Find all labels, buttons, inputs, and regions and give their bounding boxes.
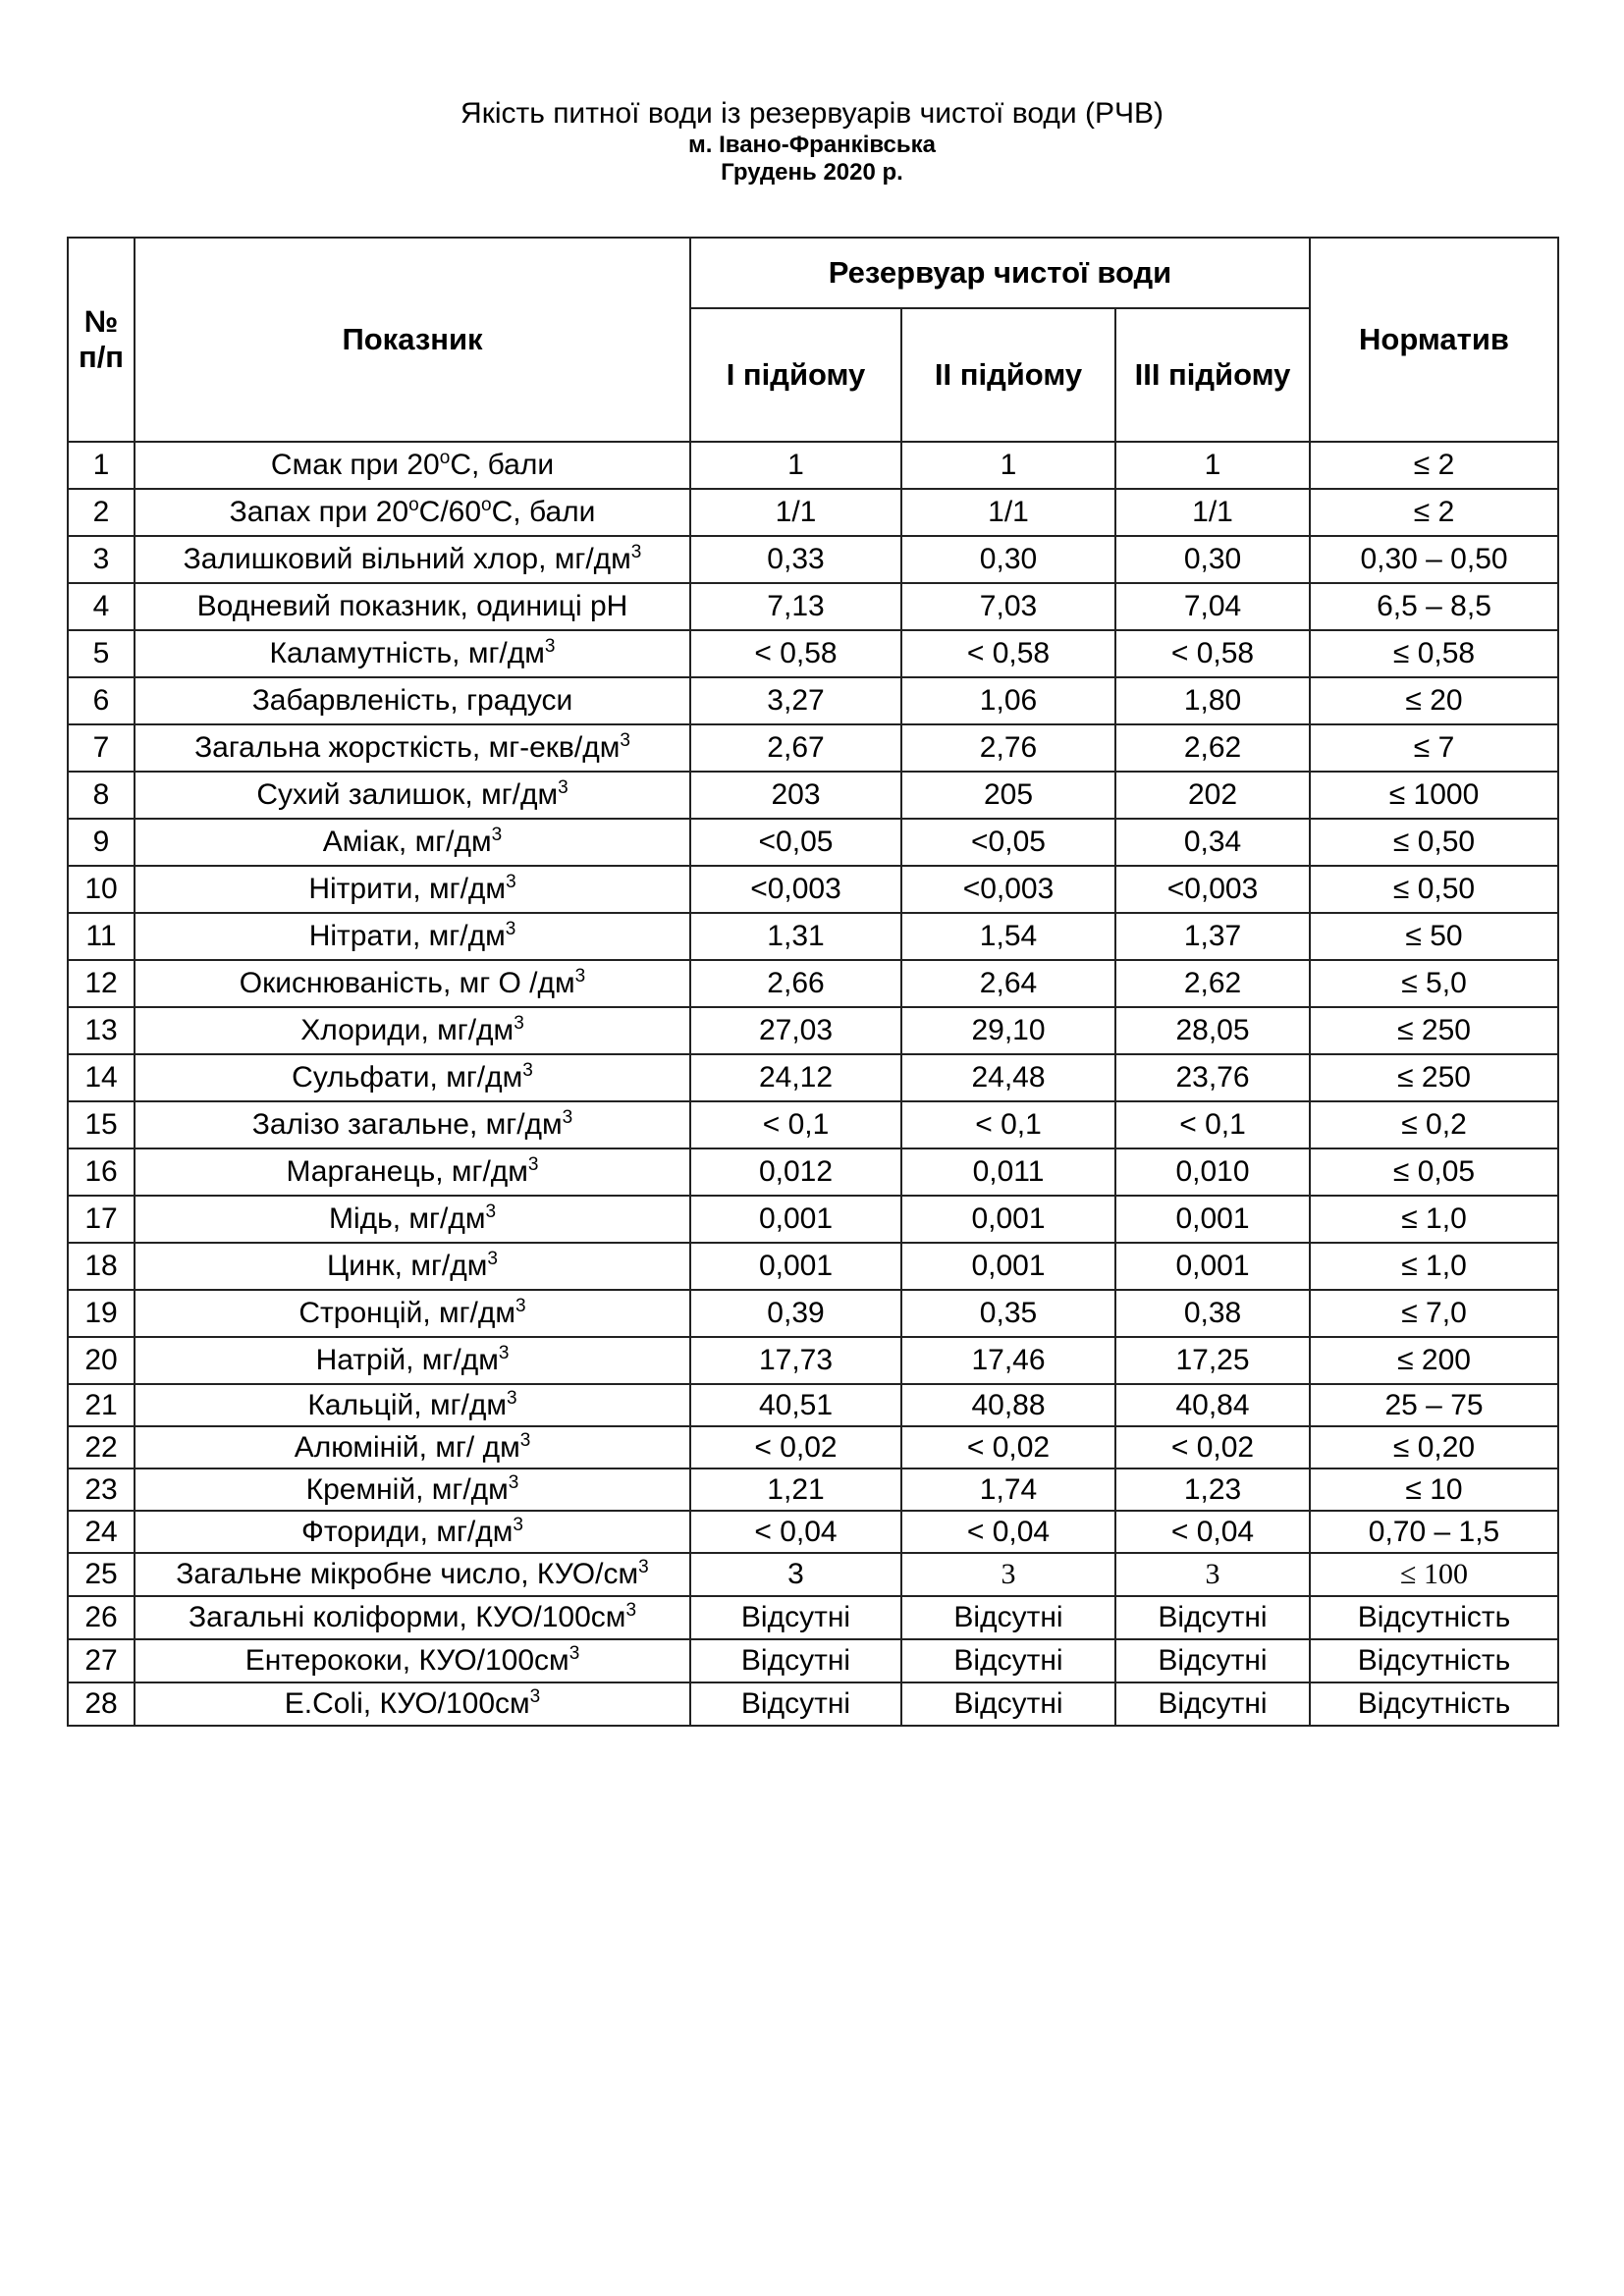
value-lift-1: 1,31 — [690, 913, 901, 960]
value-lift-3: Відсутні — [1115, 1682, 1310, 1726]
value-lift-2: <0,003 — [901, 866, 1115, 913]
table-row — [68, 1196, 1558, 1243]
norm-value: ≤ 1,0 — [1310, 1196, 1558, 1243]
table-row — [68, 724, 1558, 772]
value-lift-3: 1/1 — [1115, 489, 1310, 536]
row-number: 16 — [68, 1148, 135, 1196]
value-lift-1: 27,03 — [690, 1007, 901, 1054]
norm-value: ≤ 0,50 — [1310, 819, 1558, 866]
value-lift-3: 7,04 — [1115, 583, 1310, 630]
norm-value: ≤ 0,20 — [1310, 1426, 1558, 1468]
indicator-name: Сульфати, $мг/дм^3$ — [135, 1054, 690, 1101]
table-row — [68, 960, 1558, 1007]
indicator-name: Водневий показник, одиниці pH — [135, 583, 690, 630]
value-lift-2: 1,54 — [901, 913, 1115, 960]
value-lift-3: 0,30 — [1115, 536, 1310, 583]
indicator-name: Кальцій, $мг/дм^3$ — [135, 1384, 690, 1426]
indicator-name: Кремній, $мг/дм^3$ — [135, 1468, 690, 1511]
value-lift-3: Відсутні — [1115, 1596, 1310, 1639]
table-row — [68, 1148, 1558, 1196]
value-lift-1: 24,12 — [690, 1054, 901, 1101]
norm-value: ≤ 50 — [1310, 913, 1558, 960]
value-lift-3: 2,62 — [1115, 724, 1310, 772]
norm-value: ≤ 20 — [1310, 677, 1558, 724]
value-lift-1: Відсутні — [690, 1639, 901, 1682]
table-row — [68, 442, 1558, 489]
row-number: 7 — [68, 724, 135, 772]
value-lift-2: 24,48 — [901, 1054, 1115, 1101]
value-lift-1: <0,05 — [690, 819, 901, 866]
indicator-name: Фториди, $мг/дм^3$ — [135, 1511, 690, 1553]
indicator-name: Загальні коліформи, КУО/$100см^3$ — [135, 1596, 690, 1639]
value-lift-1: 7,13 — [690, 583, 901, 630]
table-row — [68, 1682, 1558, 1726]
value-lift-2: Відсутні — [901, 1639, 1115, 1682]
value-lift-3: 1,80 — [1115, 677, 1310, 724]
value-lift-2: 1/1 — [901, 489, 1115, 536]
value-lift-3: 23,76 — [1115, 1054, 1310, 1101]
indicator-name: Забарвленість, градуси — [135, 677, 690, 724]
indicator-name: Натрій, $мг/дм^3$ — [135, 1337, 690, 1384]
value-lift-1: 2,67 — [690, 724, 901, 772]
row-number: 9 — [68, 819, 135, 866]
value-lift-3: 28,05 — [1115, 1007, 1310, 1054]
value-lift-3: 0,38 — [1115, 1290, 1310, 1337]
indicator-name: Залізо загальне, $мг/дм^3$ — [135, 1101, 690, 1148]
table-row — [68, 1639, 1558, 1682]
value-lift-1: 1,21 — [690, 1468, 901, 1511]
table-row — [68, 489, 1558, 536]
row-number: 8 — [68, 772, 135, 819]
value-lift-2: 1 — [901, 442, 1115, 489]
row-number: 4 — [68, 583, 135, 630]
row-number: 28 — [68, 1682, 135, 1726]
indicator-name: Загальна жорсткість, $мг-екв/дм^3$ — [135, 724, 690, 772]
value-lift-1: 0,001 — [690, 1243, 901, 1290]
row-number: 24 — [68, 1511, 135, 1553]
value-lift-3: 0,010 — [1115, 1148, 1310, 1196]
value-lift-1: 0,33 — [690, 536, 901, 583]
indicator-name: Ентерококи, КУО/$100см^3$ — [135, 1639, 690, 1682]
indicator-name: Мідь, $мг/дм^3$ — [135, 1196, 690, 1243]
norm-value: ≤ 250 — [1310, 1054, 1558, 1101]
row-number: 14 — [68, 1054, 135, 1101]
value-lift-1: 1/1 — [690, 489, 901, 536]
norm-value: 6,5 – 8,5 — [1310, 583, 1558, 630]
norm-value: Відсутність — [1310, 1639, 1558, 1682]
norm-value: ≤ 1,0 — [1310, 1243, 1558, 1290]
value-lift-2: <0,05 — [901, 819, 1115, 866]
norm-value: 0,70 – 1,5 — [1310, 1511, 1558, 1553]
indicator-name: Сухий залишок, $мг/дм^3$ — [135, 772, 690, 819]
header-lift-2: ІІ підйому — [901, 308, 1115, 442]
norm-value: ≤ 5,0 — [1310, 960, 1558, 1007]
norm-value: Відсутність — [1310, 1596, 1558, 1639]
value-lift-3: 3 — [1115, 1553, 1310, 1596]
value-lift-1: Відсутні — [690, 1682, 901, 1726]
document-period: Грудень 2020 р. — [721, 159, 903, 186]
value-lift-2: 205 — [901, 772, 1115, 819]
table-row — [68, 1243, 1558, 1290]
value-lift-3: <0,003 — [1115, 866, 1310, 913]
value-lift-2: < 0,04 — [901, 1511, 1115, 1553]
table-row — [68, 536, 1558, 583]
value-lift-1: 203 — [690, 772, 901, 819]
value-lift-3: 40,84 — [1115, 1384, 1310, 1426]
header-reservoir-group: Резервуар чистої води — [690, 238, 1310, 308]
indicator-name: E.Coli, КУО/$100см^3$ — [135, 1682, 690, 1726]
indicator-name: Хлориди, $мг/дм^3$ — [135, 1007, 690, 1054]
table-row — [68, 1101, 1558, 1148]
table-row — [68, 772, 1558, 819]
row-number: 12 — [68, 960, 135, 1007]
value-lift-3: 2,62 — [1115, 960, 1310, 1007]
norm-value: ≤ 1000 — [1310, 772, 1558, 819]
value-lift-3: Відсутні — [1115, 1639, 1310, 1682]
value-lift-2: 0,011 — [901, 1148, 1115, 1196]
value-lift-3: < 0,1 — [1115, 1101, 1310, 1148]
norm-value: ≤ 0,2 — [1310, 1101, 1558, 1148]
norm-value: ≤ 0,50 — [1310, 866, 1558, 913]
indicator-name: Марганець, $мг/дм^3$ — [135, 1148, 690, 1196]
value-lift-2: 17,46 — [901, 1337, 1115, 1384]
value-lift-1: 1 — [690, 442, 901, 489]
table-row — [68, 677, 1558, 724]
row-number: 1 — [68, 442, 135, 489]
row-number: 21 — [68, 1384, 135, 1426]
indicator-name: Запах при $20^оС/60^оС$, бали — [135, 489, 690, 536]
water-quality-table — [67, 237, 1559, 1727]
value-lift-2: 29,10 — [901, 1007, 1115, 1054]
table-row — [68, 1553, 1558, 1596]
indicator-name: Залишковий вільний хлор, $мг/дм^3$ — [135, 536, 690, 583]
table-row — [68, 819, 1558, 866]
norm-value: 0,30 – 0,50 — [1310, 536, 1558, 583]
table-row — [68, 1290, 1558, 1337]
norm-value: ≤ 250 — [1310, 1007, 1558, 1054]
row-number: 15 — [68, 1101, 135, 1148]
value-lift-3: < 0,04 — [1115, 1511, 1310, 1553]
value-lift-3: < 0,02 — [1115, 1426, 1310, 1468]
table-row — [68, 1337, 1558, 1384]
header-lift-3: ІІІ підйому — [1115, 308, 1310, 442]
indicator-name: Аміак, $мг/дм^3$ — [135, 819, 690, 866]
indicator-name: Смак при $20^оС$, бали — [135, 442, 690, 489]
norm-value: ≤ 2 — [1310, 489, 1558, 536]
table-row — [68, 583, 1558, 630]
value-lift-2: < 0,58 — [901, 630, 1115, 677]
row-number: 17 — [68, 1196, 135, 1243]
value-lift-2: 0,30 — [901, 536, 1115, 583]
value-lift-3: 0,001 — [1115, 1196, 1310, 1243]
row-number: 5 — [68, 630, 135, 677]
table-row — [68, 1007, 1558, 1054]
row-number: 26 — [68, 1596, 135, 1639]
value-lift-2: 0,35 — [901, 1290, 1115, 1337]
norm-value: ≤ 100 — [1310, 1553, 1558, 1596]
value-lift-2: 40,88 — [901, 1384, 1115, 1426]
indicator-name: Каламутність, $мг/дм^3$ — [135, 630, 690, 677]
indicator-name: Нітрити, $мг/дм^3$ — [135, 866, 690, 913]
value-lift-2: Відсутні — [901, 1596, 1115, 1639]
table-header — [68, 238, 1558, 442]
table-body — [68, 442, 1558, 1726]
norm-value: ≤ 0,05 — [1310, 1148, 1558, 1196]
value-lift-1: < 0,1 — [690, 1101, 901, 1148]
value-lift-2: 2,64 — [901, 960, 1115, 1007]
row-number: 11 — [68, 913, 135, 960]
value-lift-3: 1 — [1115, 442, 1310, 489]
value-lift-1: <0,003 — [690, 866, 901, 913]
row-number: 2 — [68, 489, 135, 536]
indicator-name: Цинк, $мг/дм^3$ — [135, 1243, 690, 1290]
header-norm: Норматив — [1310, 238, 1558, 442]
value-lift-1: < 0,04 — [690, 1511, 901, 1553]
norm-value: Відсутність — [1310, 1682, 1558, 1726]
row-number: 6 — [68, 677, 135, 724]
norm-value: ≤ 2 — [1310, 442, 1558, 489]
value-lift-1: Відсутні — [690, 1596, 901, 1639]
value-lift-3: 17,25 — [1115, 1337, 1310, 1384]
value-lift-1: 0,39 — [690, 1290, 901, 1337]
value-lift-1: 0,012 — [690, 1148, 901, 1196]
value-lift-1: 3,27 — [690, 677, 901, 724]
value-lift-1: 3 — [690, 1553, 901, 1596]
row-number: 19 — [68, 1290, 135, 1337]
value-lift-2: < 0,02 — [901, 1426, 1115, 1468]
norm-value: ≤ 10 — [1310, 1468, 1558, 1511]
value-lift-3: 0,34 — [1115, 819, 1310, 866]
document-city: м. Івано-Франківська — [688, 132, 936, 158]
row-number: 23 — [68, 1468, 135, 1511]
value-lift-1: < 0,02 — [690, 1426, 901, 1468]
value-lift-3: < 0,58 — [1115, 630, 1310, 677]
value-lift-2: < 0,1 — [901, 1101, 1115, 1148]
value-lift-1: 0,001 — [690, 1196, 901, 1243]
row-number: 18 — [68, 1243, 135, 1290]
value-lift-3: 202 — [1115, 772, 1310, 819]
value-lift-3: 0,001 — [1115, 1243, 1310, 1290]
value-lift-3: 1,37 — [1115, 913, 1310, 960]
indicator-name: Окиснюваність, мг О $/дм^3$ — [135, 960, 690, 1007]
value-lift-1: 17,73 — [690, 1337, 901, 1384]
value-lift-2: 1,74 — [901, 1468, 1115, 1511]
header-number — [68, 238, 135, 442]
table-row — [68, 1511, 1558, 1553]
row-number: 13 — [68, 1007, 135, 1054]
row-number: 10 — [68, 866, 135, 913]
norm-value: ≤ 200 — [1310, 1337, 1558, 1384]
table-row — [68, 1596, 1558, 1639]
value-lift-2: 2,76 — [901, 724, 1115, 772]
table-row — [68, 1054, 1558, 1101]
row-number: 27 — [68, 1639, 135, 1682]
table-row — [68, 1426, 1558, 1468]
norm-value: 25 – 75 — [1310, 1384, 1558, 1426]
value-lift-1: < 0,58 — [690, 630, 901, 677]
table-row — [68, 1384, 1558, 1426]
value-lift-2: Відсутні — [901, 1682, 1115, 1726]
header-indicator: Показник — [135, 238, 690, 442]
document-title: Якість питної води із резервуарів чистої води (РЧВ) — [460, 97, 1164, 130]
document-header — [0, 96, 1624, 187]
header-lift-1: І підйому — [690, 308, 901, 442]
row-number: 22 — [68, 1426, 135, 1468]
header-number-symbol: № — [83, 304, 119, 339]
indicator-name: Нітрати, $мг/дм^3$ — [135, 913, 690, 960]
norm-value: ≤ 7 — [1310, 724, 1558, 772]
value-lift-2: 0,001 — [901, 1243, 1115, 1290]
table-row — [68, 866, 1558, 913]
indicator-name: Алюміній, мг/ $дм^3$ — [135, 1426, 690, 1468]
row-number: 25 — [68, 1553, 135, 1596]
indicator-name: Загальне мікробне число, КУО/$см^3$ — [135, 1553, 690, 1596]
norm-value: ≤ 0,58 — [1310, 630, 1558, 677]
value-lift-2: 7,03 — [901, 583, 1115, 630]
row-number: 3 — [68, 536, 135, 583]
header-number-abbr: п/п — [78, 340, 125, 374]
value-lift-3: 1,23 — [1115, 1468, 1310, 1511]
table-row — [68, 913, 1558, 960]
value-lift-2: 1,06 — [901, 677, 1115, 724]
value-lift-1: 40,51 — [690, 1384, 901, 1426]
value-lift-1: 2,66 — [690, 960, 901, 1007]
row-number: 20 — [68, 1337, 135, 1384]
indicator-name: Стронцій, $мг/дм^3$ — [135, 1290, 690, 1337]
table-row — [68, 630, 1558, 677]
table-row — [68, 1468, 1558, 1511]
value-lift-2: 0,001 — [901, 1196, 1115, 1243]
value-lift-2: 3 — [901, 1553, 1115, 1596]
norm-value: ≤ 7,0 — [1310, 1290, 1558, 1337]
